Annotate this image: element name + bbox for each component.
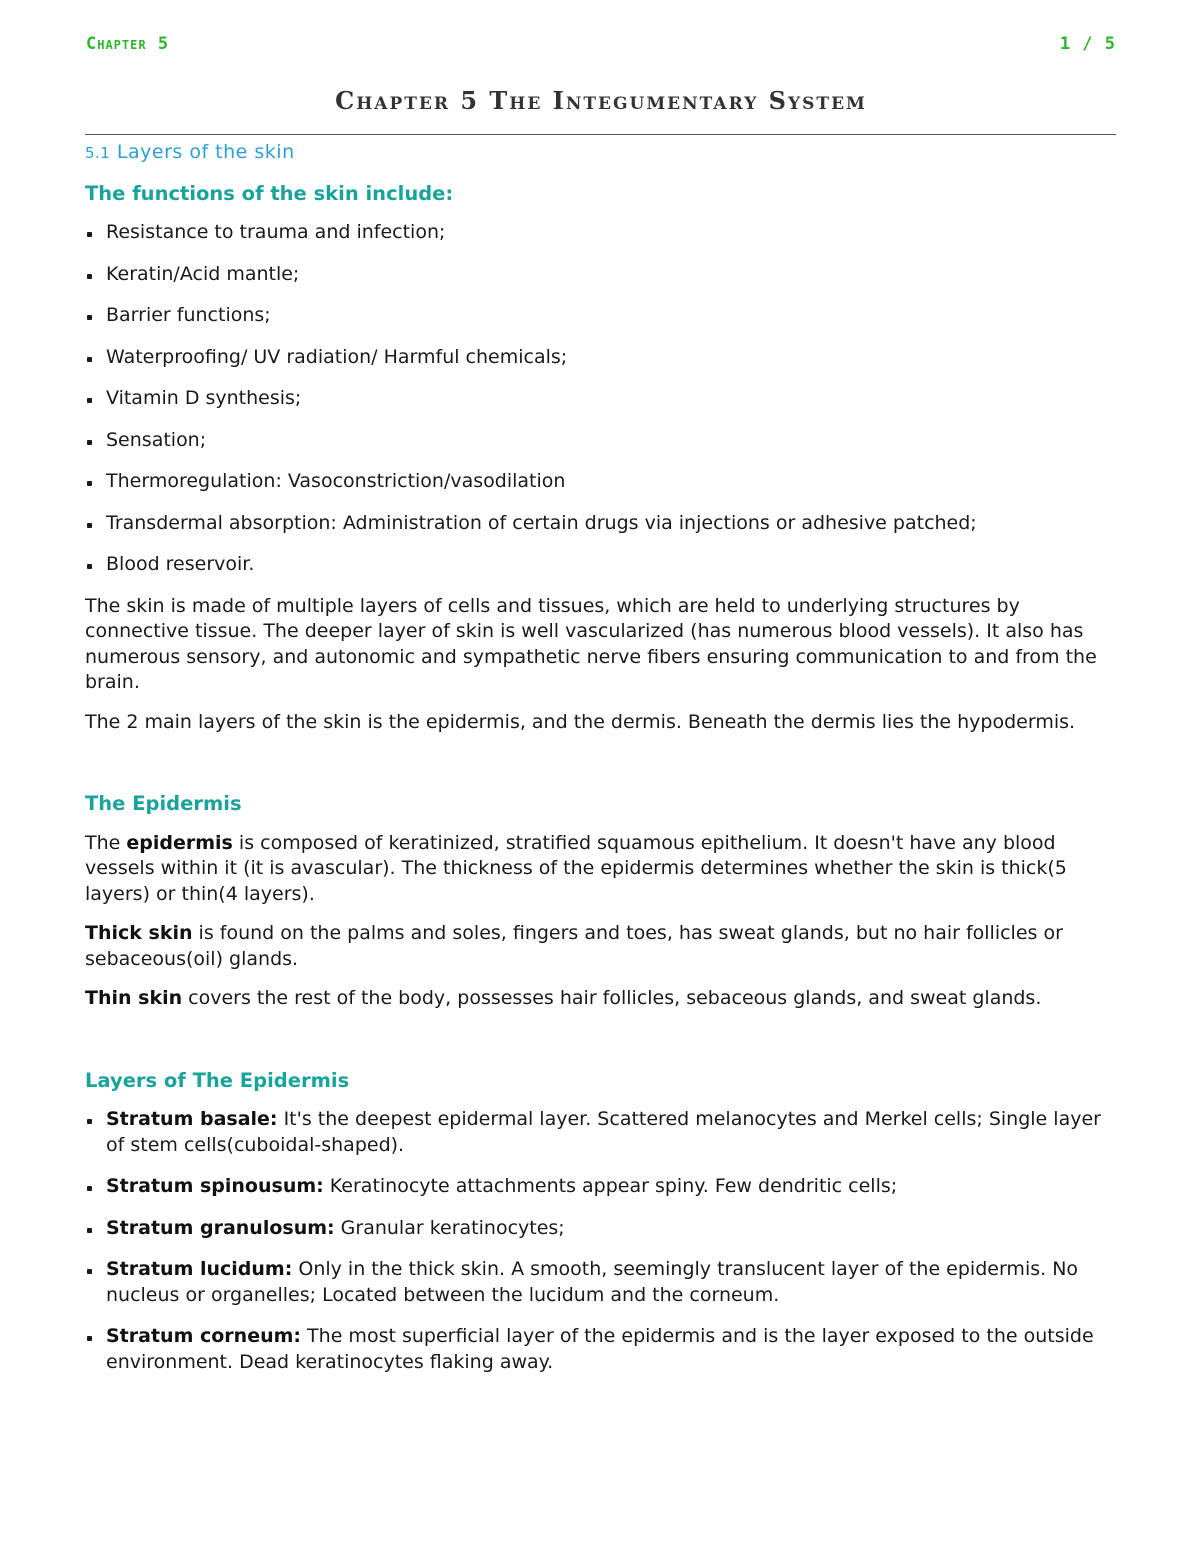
list-item [85, 303, 1110, 329]
list-item-text: Sensation; [106, 428, 207, 451]
list-item-text: Waterproofing/ UV radiation/ Harmful chemicals; [106, 345, 568, 368]
layer-description: It's the deepest epidermal layer. Scattered melanocytes and Merkel cells; Single layer of stem cells(cuboidal-shaped). [106, 1108, 1101, 1156]
list-item [85, 220, 1110, 246]
text-run: covers the rest of the body, possesses hair follicles, sebaceous glands, and sweat glands. [182, 987, 1042, 1009]
list-item [85, 511, 1110, 537]
bold-term: Thin skin [85, 987, 183, 1009]
bullet-icon [87, 357, 92, 362]
layer-description: The most superficial layer of the epidermis and is the layer exposed to the outside environment. Dead keratinocytes flaking away. [106, 1325, 1094, 1373]
page-header [86, 34, 1116, 60]
bullet-icon [87, 440, 92, 445]
list-item [85, 1216, 1110, 1242]
bullet-icon [87, 1269, 92, 1274]
bullet-icon [87, 1336, 92, 1341]
list-item [85, 1324, 1110, 1375]
bullet-icon [87, 232, 92, 237]
layers-list [85, 1107, 1110, 1375]
page-number: 1 / 5 [1059, 34, 1116, 54]
list-item-text: Thermoregulation: Vasoconstriction/vasodilation [106, 470, 566, 492]
functions-list [85, 220, 1110, 578]
section-title: Layers of the skin [116, 141, 295, 163]
bullet-icon [87, 1119, 92, 1124]
thin-skin-paragraph [85, 986, 1110, 1012]
layer-term: Stratum corneum: [106, 1325, 302, 1347]
bullet-icon [87, 481, 92, 486]
list-item [85, 345, 1110, 371]
bullet-icon [87, 564, 92, 569]
bold-term: Thick skin [85, 922, 193, 944]
layer-term: Stratum spinousum: [106, 1175, 324, 1197]
list-item [85, 1257, 1110, 1308]
bullet-icon [87, 398, 92, 403]
bullet-icon [87, 1228, 92, 1233]
intro-paragraph: The 2 main layers of the skin is the epidermis, and the dermis. Beneath the dermis lies the hypodermis. [85, 710, 1076, 733]
layer-description: Only in the thick skin. A smooth, seemingly translucent layer of the epidermis. No nucleus or organelles; Located between the lucidum and the corneum. [106, 1258, 1079, 1306]
list-item [85, 386, 1110, 412]
epidermis-heading: The Epidermis [85, 792, 242, 815]
bullet-icon [87, 523, 92, 528]
list-item [85, 1107, 1110, 1158]
bullet-icon [87, 315, 92, 320]
title-divider [85, 134, 1116, 135]
list-item-text: Transdermal absorption: Administration of certain drugs via injections or adhesive patched; [106, 511, 977, 534]
list-item-text: Resistance to trauma and infection; [106, 221, 446, 243]
list-item [85, 1174, 1110, 1200]
chapter-label: Chapter 5 [86, 34, 170, 54]
layer-term: Stratum lucidum: [106, 1258, 293, 1280]
intro-paragraph: The skin is made of multiple layers of cells and tissues, which are held to underlying structures by connective tissue. The deeper layer of skin is well vascularized (has numerous blood vessels). It also has numerous sensory, and autonomic and sympathetic nerve fibers ensuring communication to and from the brain. [85, 594, 1097, 693]
layer-term: Stratum granulosum: [106, 1216, 335, 1239]
layer-description: Keratinocyte attachments appear spiny. Few dendritic cells; [323, 1175, 898, 1197]
text-run: is found on the palms and soles, fingers and toes, has sweat glands, but no hair follicles or sebaceous(oil) glands. [85, 922, 1063, 970]
section-heading [85, 140, 1110, 167]
layers-heading: Layers of The Epidermis [85, 1068, 350, 1092]
list-item-text: Blood reservoir. [106, 553, 255, 575]
list-item-text: Keratin/Acid mantle; [106, 262, 300, 285]
layer-description: Granular keratinocytes; [334, 1216, 565, 1239]
document-body [85, 140, 1110, 1391]
bullet-icon [87, 274, 92, 279]
bold-term: epidermis [126, 831, 233, 854]
list-item [85, 552, 1110, 578]
epidermis-paragraph [85, 831, 1110, 908]
functions-heading: The functions of the skin include: [85, 181, 454, 205]
layer-term: Stratum basale: [106, 1108, 278, 1130]
section-number: 5.1 [85, 144, 111, 162]
document-title: Chapter 5 The Integumentary System [335, 86, 867, 115]
list-item [85, 469, 1110, 495]
list-item-text: Vitamin D synthesis; [106, 387, 302, 409]
list-item [85, 262, 1110, 288]
text-run: The [85, 831, 127, 854]
list-item-text: Barrier functions; [106, 304, 271, 326]
list-item [85, 428, 1110, 454]
text-run: is composed of keratinized, stratified squamous epithelium. It doesn't have any blood vessels within it (it is avascular). The thickness of the epidermis determines whether the skin is thick(5 layers) or thin(4 layers). [85, 831, 1067, 905]
thick-skin-paragraph [85, 921, 1110, 972]
bullet-icon [87, 1186, 92, 1191]
